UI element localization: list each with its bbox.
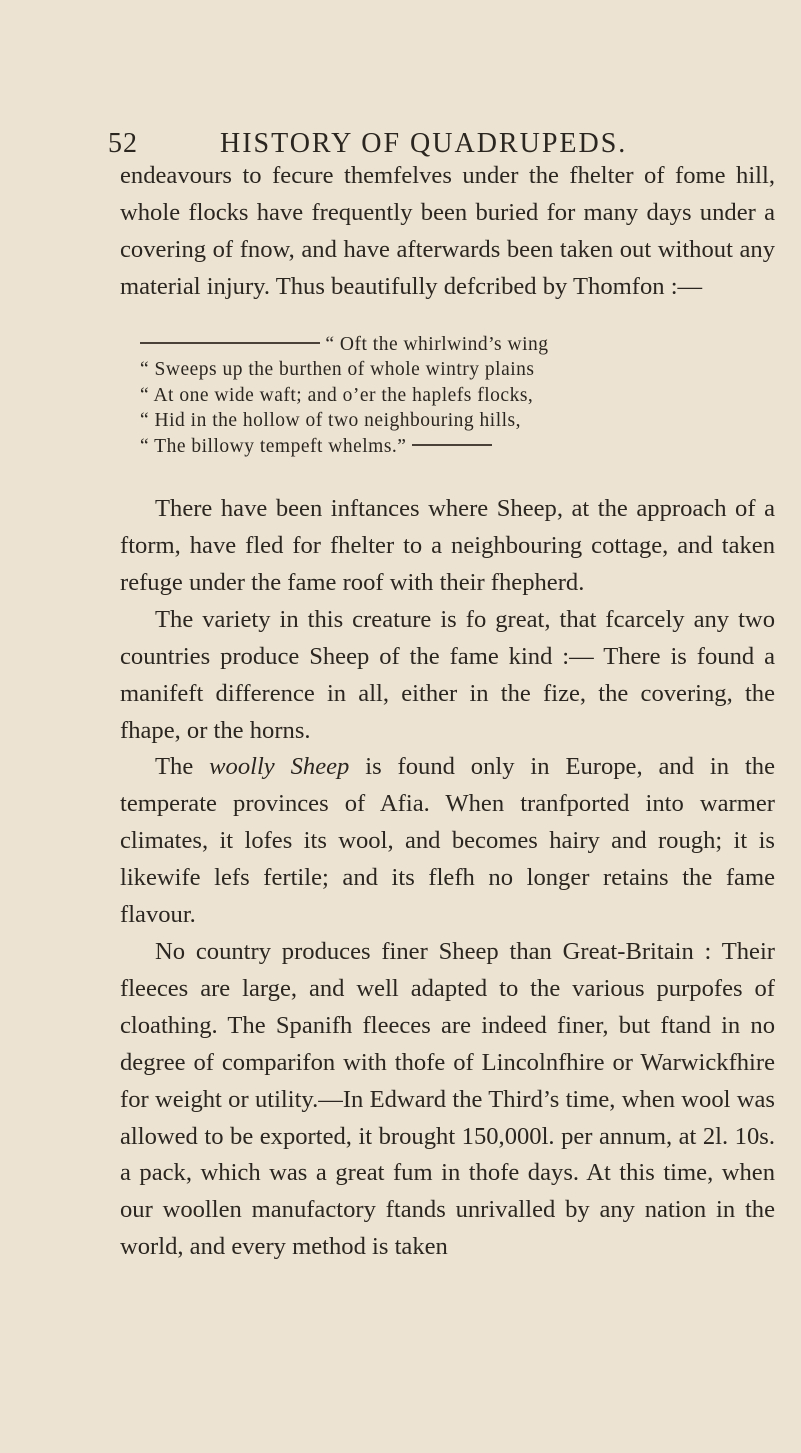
paragraph: The variety in this creature is fo great, that fcarcely any two countries produce Sheep of the fame kind :— There is found a manifeft difference in all, either in the fize, the covering, the fhape, or the horns. <box>120 605 775 744</box>
paragraph-text: is found only in Europe, and in the temperate provinces of Afia. When tranfported into warmer climates, it lofes its wool, and becomes hairy and rough; it is likewife lefs fertile; and its flefh no longer retains the fame flavour. <box>120 753 775 929</box>
poem-line-5-text: “ The billowy tempeft whelms.” <box>140 435 407 457</box>
poem-line-4: “ Hid in the hollow of two neighbouring hills, <box>140 410 522 432</box>
poem-line-1-text: “ Oft the whirlwind’s wing <box>325 333 549 355</box>
running-title: HISTORY OF QUADRUPEDS. <box>220 128 628 159</box>
poem-line-2: “ Sweeps up the burthen of whole wintry plains <box>140 359 535 381</box>
paragraph <box>120 749 775 934</box>
paragraph: There have been inftances where Sheep, at the approach of a ftorm, have fled for fhelter to a neighbouring cottage, and taken refuge under the fame roof with their fhepherd. <box>120 495 775 596</box>
poem-line-5 <box>140 434 775 460</box>
italic-term: woolly Sheep <box>209 753 350 781</box>
page-number: 52 <box>108 128 138 159</box>
paragraph: No country produces finer Sheep than Great-Britain : Their fleeces are large, and well adapted to the various purpofes of cloathing. The Spanifh fleeces are indeed finer, but ftand in no degree of comparifon with thofe of Lincolnfhire or Warwickfhire for weight or utility.—In Edward the Third’s time, when wool was allowed to be exported, it brought 150,000l. per annum, at 2l. 10s. a pack, which was a great fum in thofe days. At this time, when our woollen manufactory ftands unrivalled by any nation in the world, and every method is taken <box>120 938 775 1261</box>
poem-line-3: “ At one wide waft; and o’er the haplefs flocks, <box>140 384 534 406</box>
page-body <box>120 158 775 1266</box>
poem-quotation <box>120 332 775 460</box>
poem-line-1 <box>140 332 775 358</box>
dash-rule <box>412 444 492 446</box>
dash-rule <box>140 342 320 344</box>
paragraph-continued: endeavours to fecure themfelves under the fhelter of fome hill, whole flocks have frequently been buried for many days under a covering of fnow, and have afterwards been taken out without any material injury. Thus beautifully defcribed by Thomfon :— <box>120 162 775 300</box>
paragraph-text: The <box>155 753 210 781</box>
